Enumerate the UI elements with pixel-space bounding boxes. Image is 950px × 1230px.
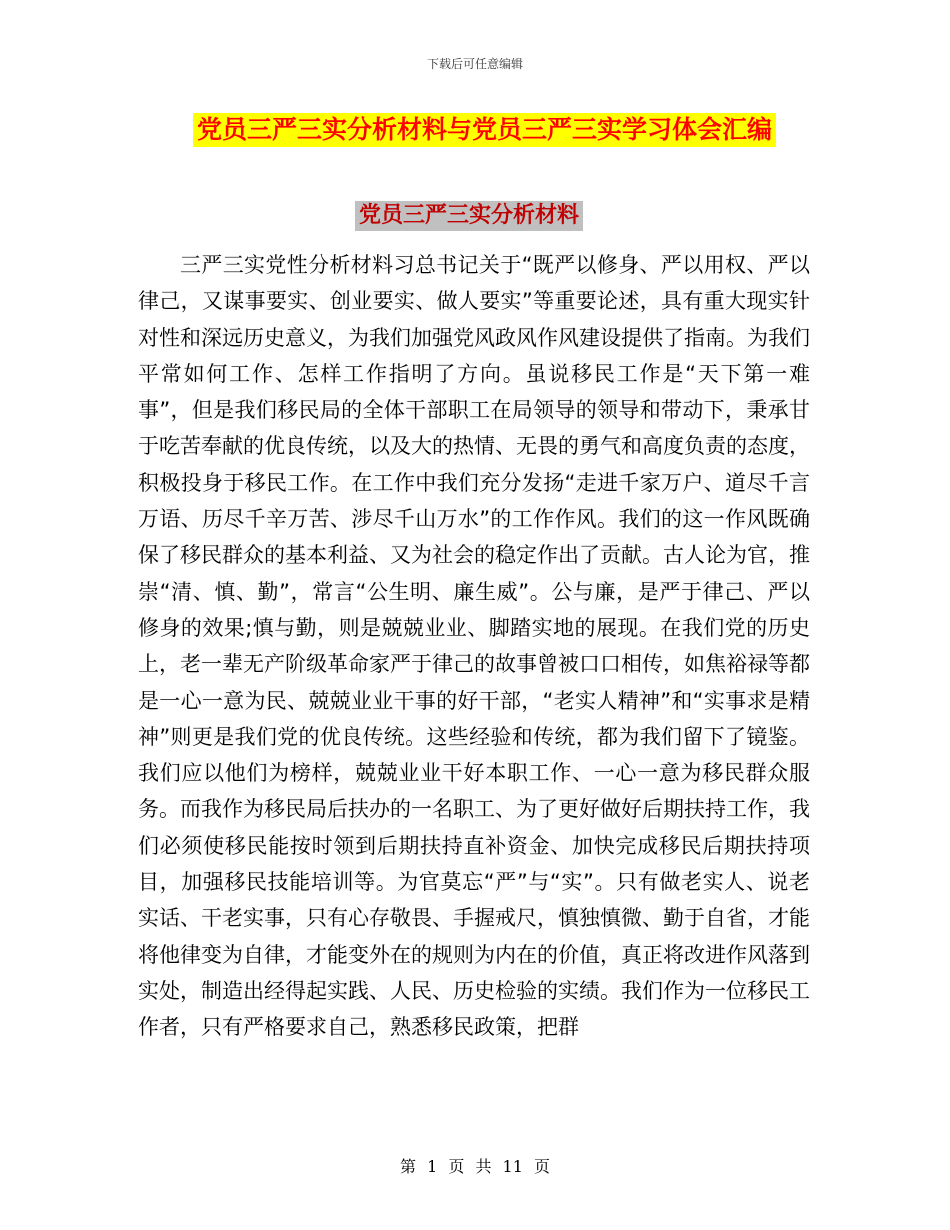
header-note: 下载后可任意编辑 xyxy=(426,57,523,71)
section-title: 党员三严三实分析材料 xyxy=(355,201,583,231)
document-title: 党员三严三实分析材料与党员三严三实学习体会汇编 xyxy=(193,113,776,147)
body-paragraph: 三严三实党性分析材料习总书记关于“既严以修身、严以用权、严以律己，又谋事要实、创业要实、做人要实”等重要论述，具有重大现实针对性和深远历史意义，为我们加强党风政风作风建设提供了指南。为我们平常如何工作、怎样工作指明了方向。虽说移民工作是“天下第一难事”，但是我们移民局的全体干部职工在局领导的领导和带动下，秉承甘于吃苦奉献的优良传统，以及大的热情、无畏的勇气和高度负责的态度，积极投身于移民工作。在工作中我们充分发扬“走进千家万户、道尽千言万语、历尽千辛万苦、涉尽千山万水”的工作作风。我们的这一作风既确保了移民群众的基本利益、又为社会的稳定作出了贡献。古人论为官，推崇“清、慎、勤”，常言“公生明、廉生威”。公与廉，是严于律己、严以修身的效果;慎与勤，则是兢兢业业、脚踏实地的展现。在我们党的历史上，老一辈无产阶级革命家严于律己的故事曾被口口相传，如焦裕禄等都是一心一意为民、兢兢业业干事的好干部，“老实人精神”和“实事求是精神”则更是我们党的优良传统。这些经验和传统，都为我们留下了镜鉴。我们应以他们为榜样，兢兢业业干好本职工作、一心一意为移民群众服务。而我作为移民局后扶办的一名职工、为了更好做好后期扶持工作，我们必须使移民能按时领到后期扶持直补资金、加快完成移民后期扶持项目，加强移民技能培训等。为官莫忘“严”与“实”。只有做老实人、说老实话、干老实事，只有心存敬畏、手握戒尺，慎独慎微、勤于自省，才能将他律变为自律，才能变外在的规则为内在的价值，真正将改进作风落到实处，制造出经得起实践、人民、历史检验的实绩。我们作为一位移民工作者，只有严格要求自己，熟悉移民政策，把群 xyxy=(138,253,810,1040)
page-footer: 第 1 页 共 11 页 xyxy=(400,1157,550,1176)
